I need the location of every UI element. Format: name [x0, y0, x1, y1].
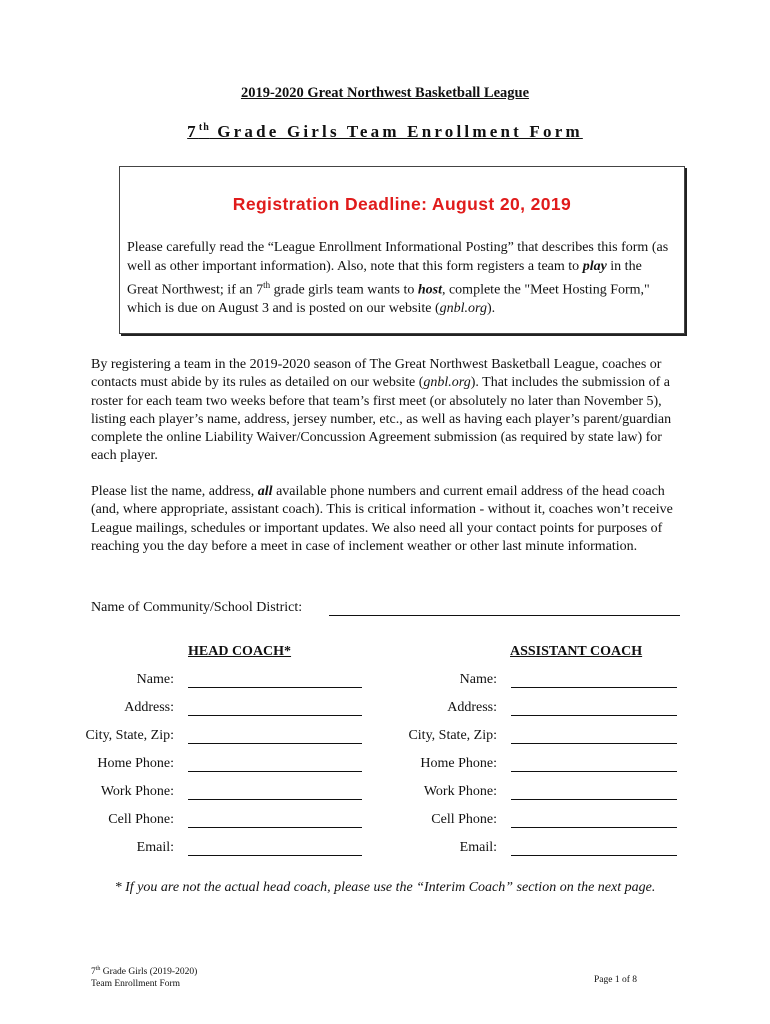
assistant-coach-heading: ASSISTANT COACH [510, 644, 643, 659]
notice-website: gnbl.org [439, 301, 487, 317]
assistant-coach-field-label: Email: [459, 840, 497, 855]
registration-notice-box [119, 166, 685, 334]
notice-text-part: in the Great Northwest; if an 7 [127, 258, 642, 298]
notice-text-part: ). [486, 301, 496, 317]
assistant-coach-field-input[interactable] [511, 771, 677, 772]
head-coach-field-input[interactable] [188, 715, 362, 716]
rules-website: gnbl.org [423, 375, 471, 391]
assistant-coach-field-label: Name: [459, 672, 497, 687]
head-coach-field-label: Work Phone: [100, 784, 174, 799]
assistant-coach-field-input[interactable] [511, 715, 677, 716]
form-title-rest: Grade Girls Team Enrollment Form [209, 122, 583, 141]
footer-line1: Grade Girls (2019-2020) [100, 967, 198, 978]
page-number: Page 1 of 8 [594, 975, 638, 985]
head-coach-field-label: City, State, Zip: [85, 728, 174, 743]
head-coach-field-label: Home Phone: [97, 756, 174, 771]
notice-play: play [582, 258, 607, 274]
head-coach-field-label: Email: [136, 840, 174, 855]
head-coach-field-label: Cell Phone: [108, 812, 174, 827]
head-coach-field-input[interactable] [188, 827, 362, 828]
contact-paragraph [91, 483, 691, 556]
head-coach-field-input[interactable] [188, 743, 362, 744]
form-title-grade: 7 [187, 122, 199, 141]
assistant-coach-field-label: Home Phone: [420, 756, 497, 771]
notice-host: host [417, 282, 442, 298]
footer-sup: th [95, 966, 101, 972]
community-field[interactable] [329, 615, 680, 616]
form-title [0, 122, 770, 142]
head-coach-field-label: Name: [136, 672, 174, 687]
assistant-coach-field-label: Work Phone: [423, 784, 497, 799]
notice-text [127, 239, 674, 319]
registration-deadline: Registration Deadline: August 20, 2019 [232, 194, 572, 214]
assistant-coach-field-label: Cell Phone: [431, 812, 497, 827]
rules-text: ). That includes the submission of a roster for each team two weeks before that team’s first meet (or absolutely no later than November 5), listing each player’s name, address, jersey number, etc., as well as having each player’s parent/guardian complete the online Liability Waiver/Concussion Agreement submission (as required by state law) for each player. [91, 375, 672, 464]
footer-form-name [91, 963, 197, 990]
assistant-coach-field-input[interactable] [511, 687, 677, 688]
footer-line2: Team Enrollment Form [91, 979, 181, 990]
notice-text-part: grade girls team wants to [270, 282, 418, 298]
footer-grade: 7 [91, 967, 96, 978]
league-title: 2019-2020 Great Northwest Basketball League [240, 85, 530, 101]
community-label: Name of Community/School District: [91, 600, 303, 615]
contact-all: all [257, 484, 273, 499]
form-title-sup: th [198, 122, 210, 133]
rules-text: By registering a team in the 2019-2020 season of The Great Northwest Basketball League, coaches or contacts must abide by its rules as detailed on our website ( [91, 357, 662, 391]
assistant-coach-field-label: Address: [447, 700, 497, 715]
contact-text: Please list the name, address, [91, 484, 258, 499]
assistant-coach-field-input[interactable] [511, 855, 677, 856]
assistant-coach-field-input[interactable] [511, 799, 677, 800]
head-coach-field-input[interactable] [188, 799, 362, 800]
assistant-coach-field-label: City, State, Zip: [408, 728, 497, 743]
assistant-coach-field-input[interactable] [511, 743, 677, 744]
head-coach-field-label: Address: [124, 700, 174, 715]
head-coach-field-input[interactable] [188, 687, 362, 688]
assistant-coach-field-input[interactable] [511, 827, 677, 828]
rules-paragraph [91, 356, 691, 466]
contact-text: available phone numbers and current email address of the head coach (and, where appropriate, assistant coach). This is critical information - without it, coaches won’t receive League mailings, schedules or important updates. We also need all your contact points for purposes of reaching you the day before a meet in case of inclement weather or other last minute information. [91, 484, 673, 554]
head-coach-field-input[interactable] [188, 855, 362, 856]
head-coach-heading: HEAD COACH* [188, 644, 292, 659]
interim-coach-footnote: * If you are not the actual head coach, please use the “Interim Coach” section on the next page. [114, 880, 656, 895]
notice-text-part: Please carefully read the “League Enrollment Informational Posting” that describes this form (as well as other important information). Also, note that this form registers a team to [127, 240, 669, 274]
notice-text-part: , complete the "Meet Hosting Form," which is due on August 3 and is posted on our website ( [127, 282, 650, 317]
notice-sup: th [263, 280, 271, 290]
head-coach-field-input[interactable] [188, 771, 362, 772]
